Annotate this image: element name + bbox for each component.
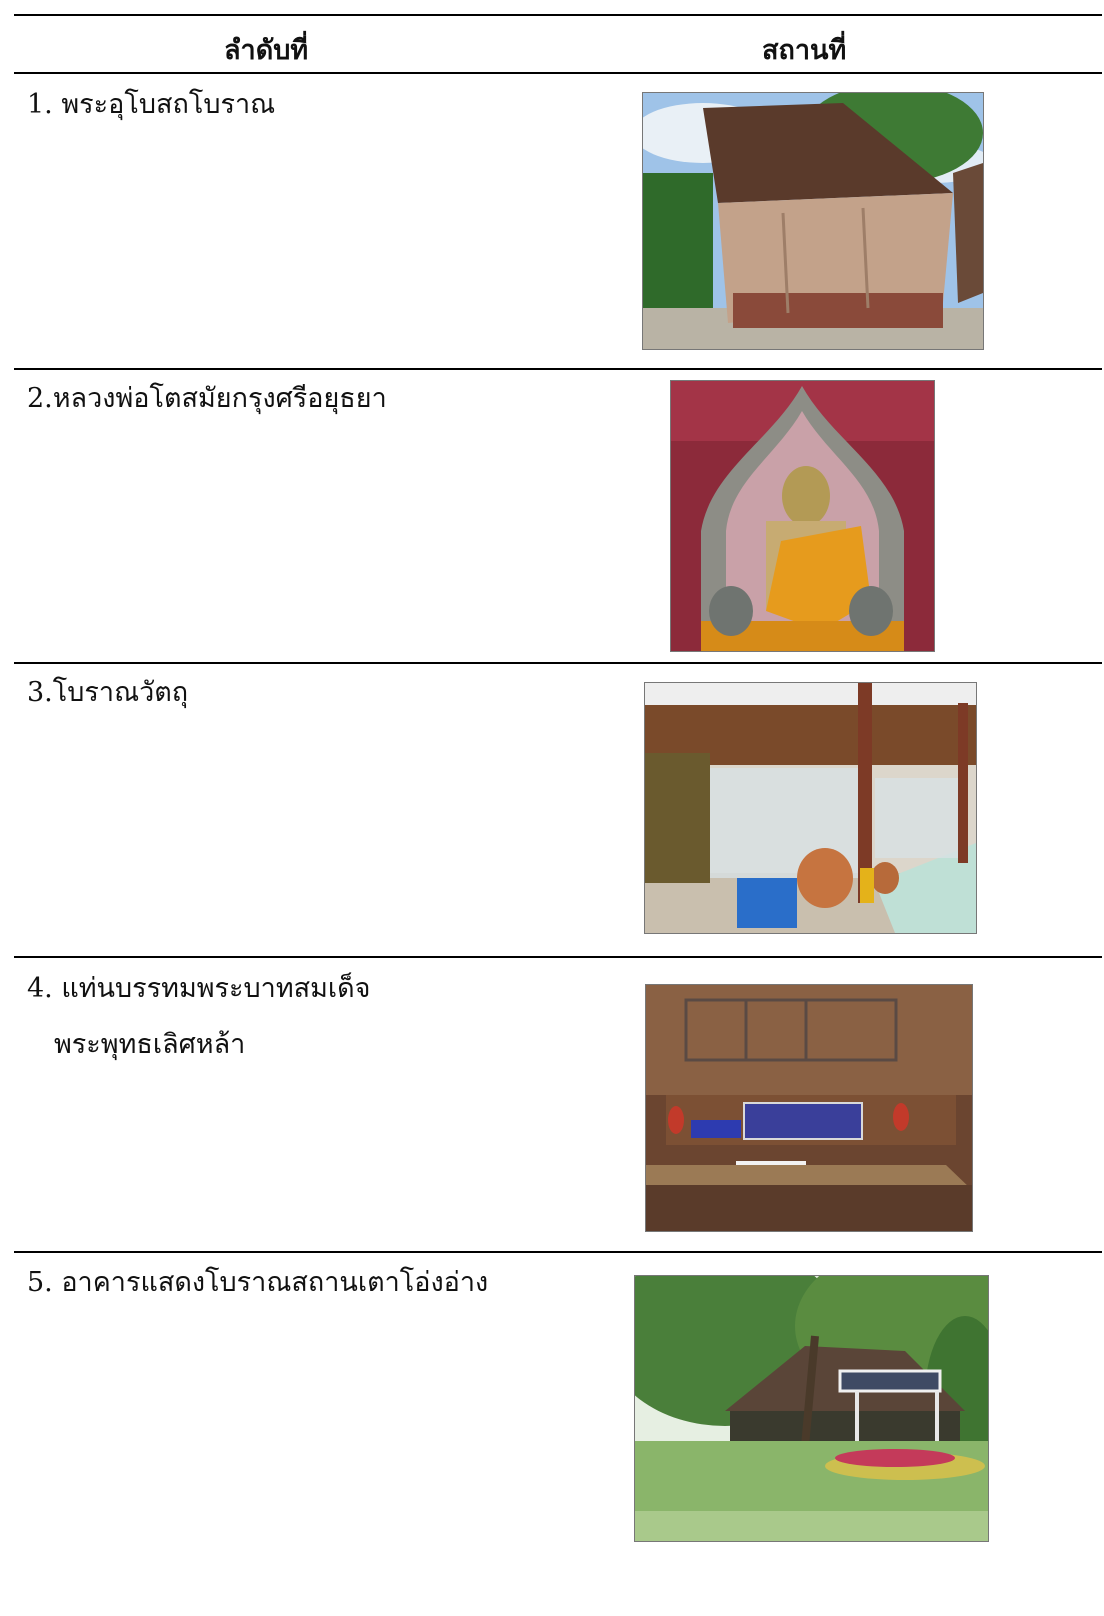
royal-bed-platform-photo xyxy=(645,984,973,1232)
header-bottom-rule xyxy=(14,72,1102,74)
buddha-statue-photo xyxy=(670,380,935,652)
artifact-display-photo xyxy=(644,682,977,934)
header-order: ลำดับที่ xyxy=(224,35,309,66)
row-divider xyxy=(14,956,1102,958)
row-divider xyxy=(14,1251,1102,1253)
table-top-rule xyxy=(14,14,1102,16)
old-ordination-hall-photo xyxy=(642,92,984,350)
row-label: 5. อาคารแสดงโบราณสถานเตาโอ่งอ่าง xyxy=(27,1267,489,1298)
row-label-line: พระพุทธเลิศหล้า xyxy=(54,1029,246,1060)
row-label: 2.หลวงพ่อโตสมัยกรุงศรีอยุธยา xyxy=(27,383,387,414)
header-place: สถานที่ xyxy=(762,35,847,66)
row-label-line: 4. แท่นบรรทมพระบาทสมเด็จ xyxy=(27,973,371,1004)
row-label: 3.โบราณวัตถุ xyxy=(27,677,189,708)
kiln-exhibition-building-photo xyxy=(634,1275,989,1542)
row-label: 1. พระอุโบสถโบราณ xyxy=(27,89,276,120)
